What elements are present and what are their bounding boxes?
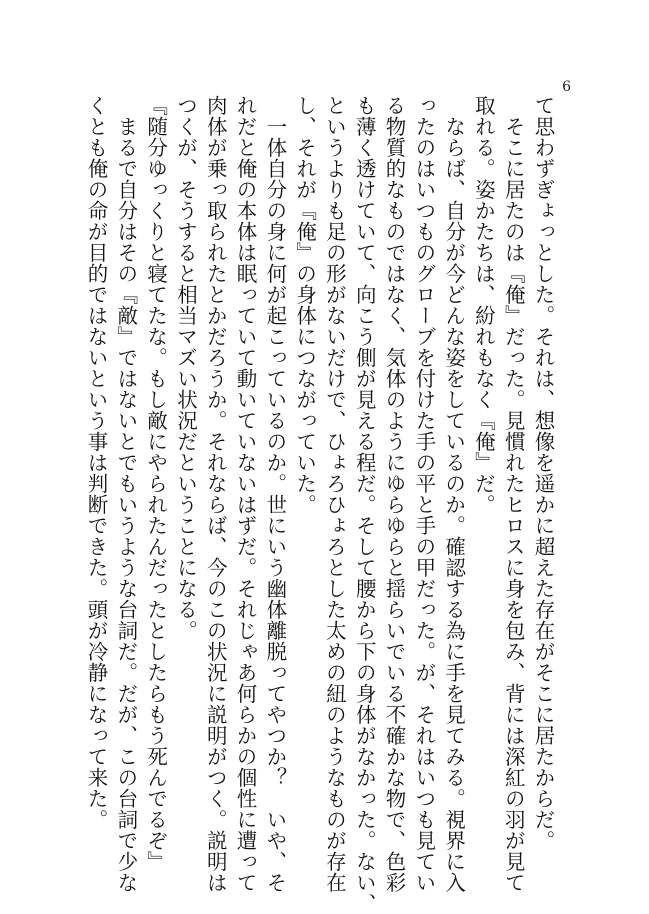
text-line: 一体自分の身に何が起こっているのか。世にいう幽体離脱ってやつか？ いや、そ (262, 95, 287, 893)
text-line: て思わずぎょっとした。それは、想像を遥かに超えた存在がそこに居たからだ。 (531, 95, 555, 851)
text-line: ならば、自分が今どんな姿をしているのか。確認する為に手を見てみる。視界に入 (441, 95, 466, 893)
text-line: 『随分ゆっくりと寝てたな。もし敵にやられたんだったとしたらもう死んでるぞ』 (143, 95, 168, 872)
text-line: も薄く透けていて、向こう側が見える程だ。そして腰から下の身体がなかった。ない、 (352, 95, 377, 914)
text-line: というよりも足の形がないだけで、ひょろひょろとした太めの紐のようなものが存在 (322, 95, 347, 893)
text-line: し、それが『俺』の身体につながっていた。 (292, 95, 317, 515)
text-line: つくが、そうすると相当マズい状況だということになる。 (173, 95, 198, 641)
text-line: ったのはいつものグローブを付けた手の平と手の甲だった。が、それはいつも見てい (411, 95, 436, 893)
text-line: そこに居たのは『俺』だった。見慣れたヒロスに身を包み、背には深紅の羽が見て (501, 95, 526, 893)
text-line: る物質的なものではなく、気体のようにゆらゆらと揺らいでいる不確かな物で、色彩 (382, 95, 407, 893)
text-line: 取れる。姿かたちは、紛れもなく『俺』だ。 (471, 95, 496, 515)
text-line: れだと俺の本体は眠っていて動いていないはずだ。それじゃあ何らかの個性に遭って (233, 95, 258, 893)
page-number: 6 (562, 79, 571, 95)
text-line: 肉体が乗っ取られたとかだろうか。それならば、今のこの状況に説明がつく。説明は (203, 95, 228, 893)
text-line: くとも俺の命が目的ではないという事は判断できた。頭が冷静になって来た。 (84, 95, 109, 830)
vertical-text-body (80, 95, 557, 914)
text-line: まるで自分はその『敵』ではないとでもいうような台詞だ。だが、この台詞で少な (113, 95, 138, 893)
